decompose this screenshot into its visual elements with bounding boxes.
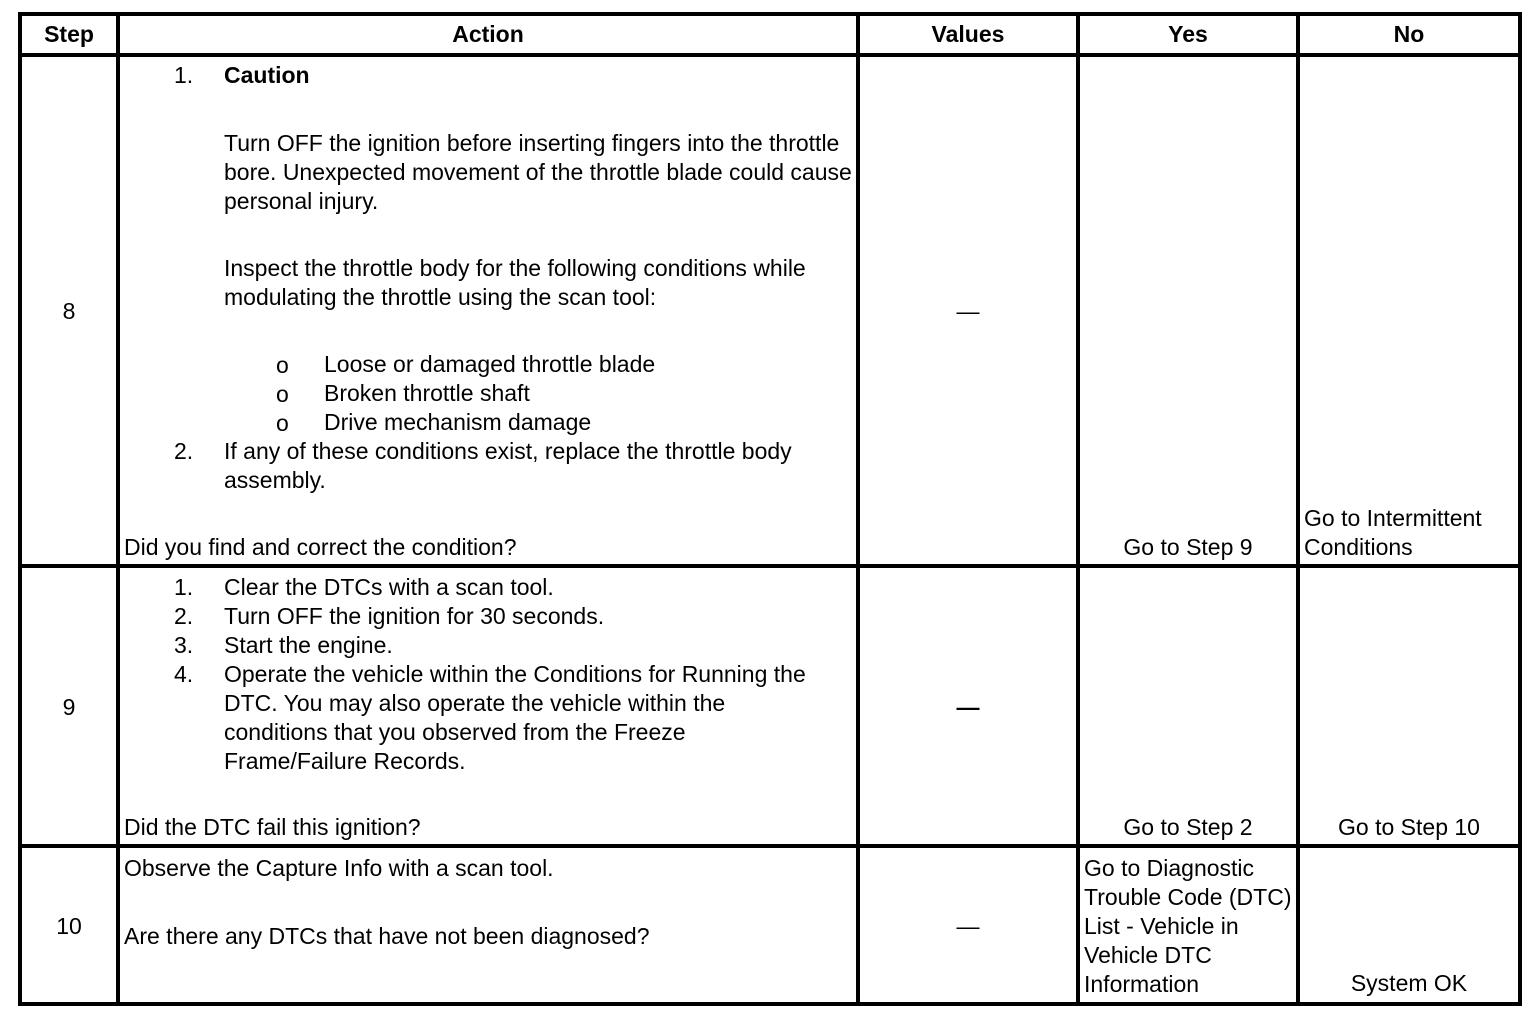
values-dash: — xyxy=(956,694,980,720)
diagnostic-table xyxy=(18,12,1522,1006)
question-text: Did you find and correct the condition? xyxy=(124,534,517,560)
item-number: 1. xyxy=(174,62,194,88)
header-yes: Yes xyxy=(1080,16,1296,53)
step-number: 8 xyxy=(62,298,76,324)
no-text: Go to Intermittent Conditions xyxy=(1304,505,1482,560)
bullet-item: Loose or damaged throttle blade xyxy=(324,351,656,377)
table-row-step xyxy=(22,848,116,1002)
table-row-step xyxy=(22,568,116,844)
yes-text: Go to Step 2 xyxy=(1123,814,1253,840)
inspect-text: Inspect the throttle body for the following conditions while modulating the throttle using the scan tool: xyxy=(224,255,806,310)
action-cell xyxy=(120,57,856,564)
yes-cell xyxy=(1080,848,1296,1002)
item-text: Start the engine. xyxy=(224,632,393,658)
item-text: Turn OFF the ignition for 30 seconds. xyxy=(224,603,605,629)
values-cell xyxy=(860,848,1076,1002)
bullet-marker: o xyxy=(276,352,289,378)
values-cell xyxy=(860,568,1076,844)
step-number: 9 xyxy=(62,694,76,720)
item-number: 1. xyxy=(174,574,194,600)
values-cell xyxy=(860,57,1076,564)
header-action: Action xyxy=(120,16,856,53)
item-number: 2. xyxy=(174,438,194,464)
values-dash: — xyxy=(956,913,980,939)
bullet-marker: o xyxy=(276,410,289,436)
caution-text: Turn OFF the ignition before inserting fingers into the throttle bore. Unexpected movement of the throttle blade could cause personal injury. xyxy=(224,130,852,214)
bullet-marker: o xyxy=(276,381,289,407)
no-text: Go to Step 10 xyxy=(1338,814,1480,840)
table-row-step xyxy=(22,57,116,564)
action-cell xyxy=(120,568,856,844)
no-cell xyxy=(1300,848,1518,1002)
question-text: Did the DTC fail this ignition? xyxy=(124,814,421,840)
caution-title: Caution xyxy=(224,62,310,88)
step-number: 10 xyxy=(56,913,82,939)
header-values: Values xyxy=(860,16,1076,53)
header-step: Step xyxy=(22,16,116,53)
header-no: No xyxy=(1300,16,1518,53)
yes-cell xyxy=(1080,568,1296,844)
no-text: System OK xyxy=(1350,970,1468,996)
item-number: 4. xyxy=(174,661,194,687)
no-cell xyxy=(1300,568,1518,844)
item-text: Operate the vehicle within the Conditions for Running the DTC. You may also operate the vehicle within the conditions that you observed from the Freeze Frame/Failure Records. xyxy=(224,661,806,774)
no-cell xyxy=(1300,57,1518,564)
values-dash: — xyxy=(956,298,980,324)
question-text: Are there any DTCs that have not been diagnosed? xyxy=(124,923,650,949)
item-number: 3. xyxy=(174,632,194,658)
item-number: 2. xyxy=(174,603,194,629)
yes-text: Go to Diagnostic Trouble Code (DTC) List - Vehicle in Vehicle DTC Information xyxy=(1084,855,1292,997)
bullet-item: Drive mechanism damage xyxy=(324,409,592,435)
yes-cell xyxy=(1080,57,1296,564)
action-cell xyxy=(120,848,856,1002)
action-text: Observe the Capture Info with a scan tool. xyxy=(124,855,554,881)
item-text: If any of these conditions exist, replace the throttle body assembly. xyxy=(224,438,792,493)
yes-text: Go to Step 9 xyxy=(1123,534,1253,560)
bullet-item: Broken throttle shaft xyxy=(324,380,530,406)
item-text: Clear the DTCs with a scan tool. xyxy=(224,574,554,600)
